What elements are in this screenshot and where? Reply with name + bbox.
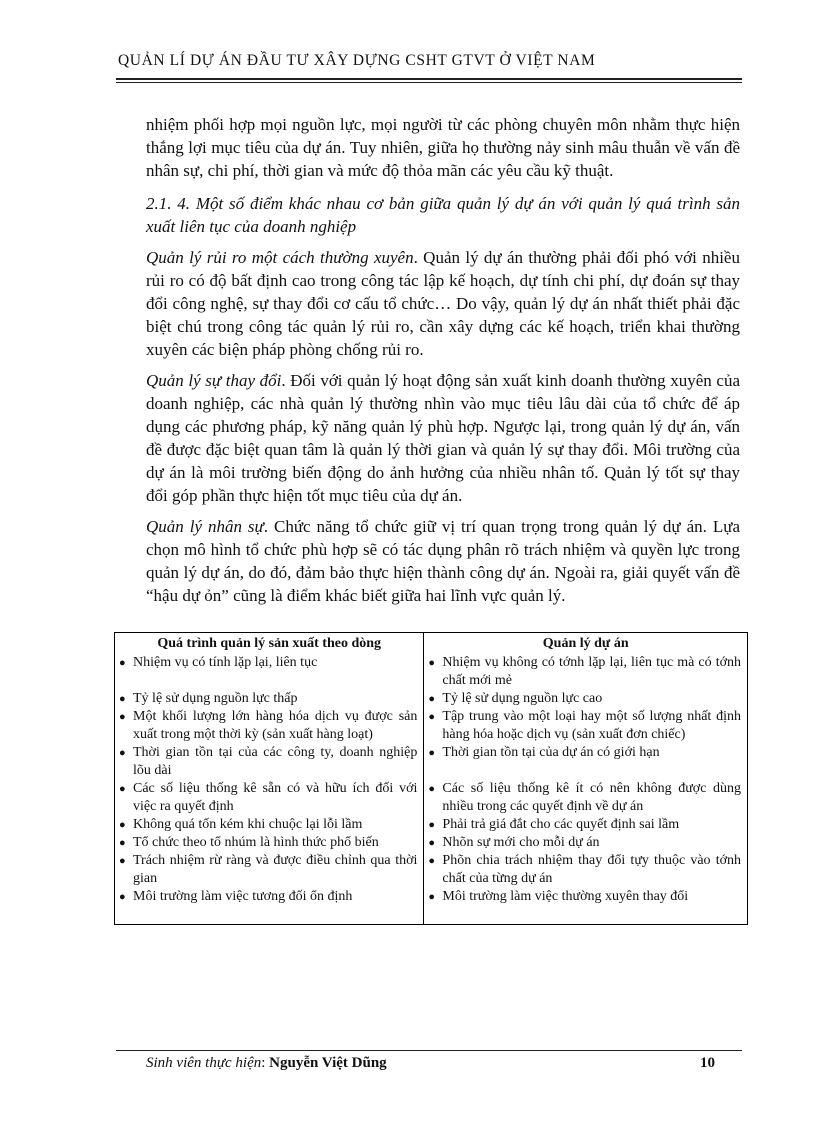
paragraph-text: . Chức năng tổ chức giữ vị trí quan trọng trong quản lý dự án. Lựa chọn mô hình tổ chức phù hợp sẽ có tác dụng phân rõ trách nhiệm và quyền lực trong quản lý dự án, do đó, đảm bảo thực hiện thành công dự án. Ngoài ra, giải quyết vấn đề “hậu dự ỏn” cũng là điểm khác biết giữa hai lĩnh vực quản lý. <box>146 517 740 605</box>
bullet-icon: ● <box>119 783 126 795</box>
table-cell-production <box>115 852 424 888</box>
bullet-icon: ● <box>119 837 126 849</box>
table-cell-text: Phõn chia trách nhiệm thay đổi tựy thuộc vào tớnh chất của từng dự án <box>442 853 741 886</box>
bullet-icon: ● <box>428 891 436 903</box>
table-row <box>115 690 748 708</box>
table-cell-text: Phải trả giá đắt cho các quyết định sai lầm <box>442 817 680 832</box>
bullet-icon: ● <box>119 747 126 759</box>
table-cell-production <box>115 654 424 690</box>
bullet-icon: ● <box>119 855 126 867</box>
table-cell-project <box>424 780 748 816</box>
paragraph-continuation: nhiệm phối hợp mọi nguồn lực, mọi người từ các phòng chuyên môn nhằm thực hiện thắng lợi mục tiêu của dự án. Tuy nhiên, giữa họ thường nảy sinh mâu thuẫn về vấn đề nhân sự, chi phí, thời gian và mức độ thỏa mãn các yêu cầu kỹ thuật. <box>146 115 740 180</box>
page-header-title: QUẢN LÍ DỰ ÁN ĐẦU TƯ XÂY DỰNG CSHT GTVT Ở VIỆT NAM <box>118 52 596 69</box>
table-cell-project <box>424 744 748 780</box>
bullet-icon: ● <box>119 819 126 831</box>
table-cell-text: Tỷ lệ sử dụng nguồn lực thấp <box>133 691 298 706</box>
table-cell-project <box>424 852 748 888</box>
table-cell-text: Các số liệu thống kê ít có nên không được dùng nhiều trong các quyết định về dự án <box>442 781 741 814</box>
table-header-project: Quản lý dự án <box>424 633 748 655</box>
paragraph-lead: Quản lý sự thay đổi <box>146 371 282 390</box>
table-cell-project <box>424 834 748 852</box>
table-cell-text: Thời gian tồn tại của các công ty, doanh nghiệp lõu dài <box>133 745 418 778</box>
table-row <box>115 780 748 816</box>
table-row <box>115 744 748 780</box>
table-cell-text: Các số liệu thống kê sẵn có và hữu ích đối với việc ra quyết định <box>133 781 418 814</box>
bullet-icon: ● <box>119 657 126 669</box>
table-row <box>115 816 748 834</box>
table-row <box>115 852 748 888</box>
bullet-icon: ● <box>119 891 126 903</box>
table-cell-text: Tập trung vào một loại hay một số lượng nhất định hàng hóa hoặc dịch vụ (sản xuất đơn chiếc) <box>442 709 741 742</box>
table-cell-production <box>115 708 424 744</box>
table-cell-project <box>424 690 748 708</box>
bullet-icon: ● <box>428 657 436 669</box>
bullet-icon: ● <box>119 693 126 705</box>
body-text <box>146 113 740 615</box>
table-cell-text: Nhõn sự mới cho mỗi dự án <box>442 835 600 850</box>
table-cell-text: Môi trường làm việc thường xuyên thay đổi <box>442 889 689 904</box>
table-cell-project <box>424 708 748 744</box>
table-cell-text: Tỷ lệ sử dụng nguồn lực cao <box>442 691 603 706</box>
table-cell-production <box>115 744 424 780</box>
header-rule <box>116 78 742 80</box>
table-cell-production <box>115 888 424 925</box>
bullet-icon: ● <box>119 711 126 723</box>
table-row <box>115 888 748 925</box>
table-cell-production <box>115 834 424 852</box>
table-cell-project <box>424 888 748 925</box>
page-number: 10 <box>700 1055 715 1071</box>
paragraph-risk <box>146 246 740 361</box>
bullet-icon: ● <box>428 693 436 705</box>
table-cell-text: Thời gian tồn tại của dự án có giới hạn <box>442 745 660 760</box>
paragraph-lead: Quản lý rủi ro một cách thường xuyên <box>146 248 414 267</box>
bullet-icon: ● <box>428 747 436 759</box>
table-cell-production <box>115 780 424 816</box>
footer-name: Nguyễn Việt Dũng <box>269 1055 387 1071</box>
table-cell-text: Nhiệm vụ không có tớnh lặp lại, liên tục mà có tớnh chất mới mẻ <box>442 655 741 688</box>
table-cell-project <box>424 654 748 690</box>
table-row <box>115 654 748 690</box>
footer-author <box>146 1055 387 1072</box>
footer-label: Sinh viên thực hiện <box>146 1055 262 1071</box>
bullet-icon: ● <box>428 783 436 795</box>
table-cell-text: Một khối lượng lớn hàng hóa dịch vụ được sản xuất trong một thời kỳ (sản xuất hàng loạt) <box>133 709 418 742</box>
paragraph-lead: Quản lý nhân sự <box>146 517 264 536</box>
bullet-icon: ● <box>428 711 436 723</box>
paragraph-text: . Đối với quản lý hoạt động sản xuất kinh doanh thường xuyên của doanh nghiệp, các nhà quản lý thường nhìn vào mục tiêu lâu dài của tổ chức để áp dụng các phương pháp, kỹ năng quản lý phù hợp. Ngược lại, trong quản lý dự án, vấn đề được đặc biệt quan tâm là quản lý thời gian và quản lý sự thay đổi. Môi trường của dự án là môi trường biến động do ảnh hưởng của nhiều nhân tố. Quản lý tốt sự thay đổi góp phần thực hiện tốt mục tiêu của dự án. <box>146 371 740 505</box>
header-rule-thin <box>116 82 742 83</box>
bullet-icon: ● <box>428 819 436 831</box>
table-cell-project <box>424 816 748 834</box>
table-cell-production <box>115 690 424 708</box>
table-row <box>115 834 748 852</box>
table-cell-text: Trách nhiệm rừ ràng và được điều chỉnh qua thời gian <box>133 853 418 886</box>
comparison-table <box>114 632 748 925</box>
paragraph-text: . Quản lý dự án thường phải đối phó với nhiều rủi ro có độ bất định cao trong công tác lập kế hoạch, dự tính chi phí, dự đoán sự thay đổi công nghệ, sự thay đổi cơ cấu tổ chức… Do vậy, quản lý dự án nhất thiết phải đặc biệt chú trong công tác quản lý rủi ro, cần xây dựng các kế hoạch, triển khai thường xuyên các biện pháp phòng chống rủi ro. <box>146 248 740 359</box>
section-heading: 2.1. 4. Một số điểm khác nhau cơ bản giữa quản lý dự án với quản lý quá trình sản xuất liên tục của doanh nghiệp <box>146 194 740 236</box>
paragraph-change <box>146 369 740 507</box>
paragraph-hr <box>146 515 740 607</box>
table-header-production: Quá trình quản lý sản xuất theo dòng <box>115 633 424 655</box>
bullet-icon: ● <box>428 837 436 849</box>
table-cell-text: Môi trường làm việc tương đối ổn định <box>133 889 353 904</box>
table-cell-text: Nhiệm vụ có tính lặp lại, liên tục <box>133 655 318 670</box>
footer-separator: : <box>261 1055 270 1071</box>
table-row <box>115 708 748 744</box>
footer-rule <box>116 1050 742 1051</box>
table-cell-text: Không quá tốn kém khi chuộc lại lỗi lầm <box>133 817 363 832</box>
table-cell-text: Tổ chức theo tổ nhúm là hình thức phổ biến <box>133 835 379 850</box>
bullet-icon: ● <box>428 855 436 867</box>
table-cell-production <box>115 816 424 834</box>
